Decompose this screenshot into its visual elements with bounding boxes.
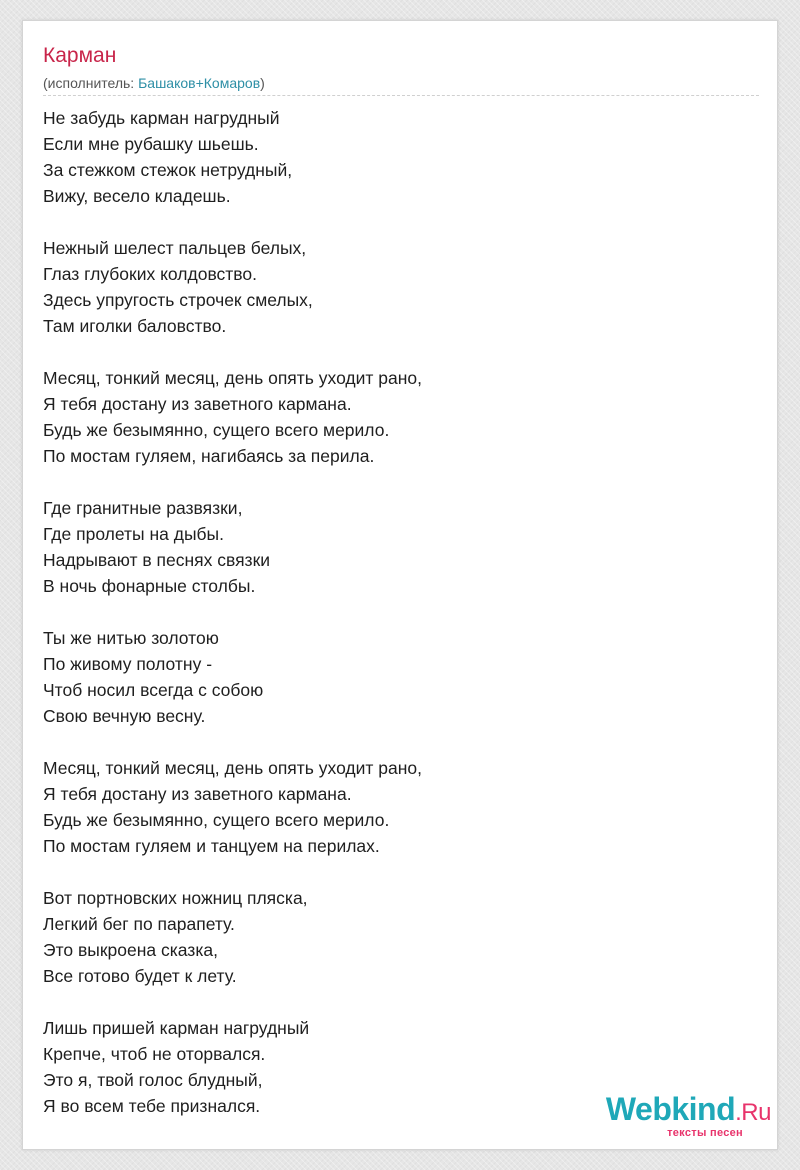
- lyric-line: Легкий бег по парапету.: [43, 914, 235, 934]
- header-divider: [43, 95, 759, 96]
- lyric-line: Там иголки баловство.: [43, 316, 227, 336]
- lyric-line: В ночь фонарные столбы.: [43, 576, 256, 596]
- artist-suffix: ): [260, 75, 265, 91]
- lyric-line: Вот портновских ножниц пляска,: [43, 888, 308, 908]
- lyric-line: За стежком стежок нетрудный,: [43, 160, 293, 180]
- lyric-line: Все готово будет к лету.: [43, 966, 237, 986]
- logo-wordmark: [579, 1091, 771, 1131]
- lyric-line: Чтоб носил всегда с собою: [43, 680, 264, 700]
- lyric-line: Здесь упругость строчек смелых,: [43, 290, 313, 310]
- lyric-line: Ты же нитью золотою: [43, 628, 219, 648]
- lyric-line: Я во всем тебе признался.: [43, 1096, 261, 1116]
- artist-line: [43, 74, 265, 92]
- lyrics-card: [22, 20, 778, 1150]
- lyric-line: Это я, твой голос блудный,: [43, 1070, 263, 1090]
- lyric-line: Вижу, весело кладешь.: [43, 186, 231, 206]
- lyrics-body: [43, 105, 743, 1145]
- lyric-line: Не забудь карман нагрудный: [43, 108, 280, 128]
- stanza-3: [43, 365, 743, 469]
- lyric-line: Это выкроена сказка,: [43, 940, 218, 960]
- artist-prefix: (исполнитель:: [43, 75, 139, 91]
- lyric-line: Лишь пришей карман нагрудный: [43, 1018, 310, 1038]
- lyric-line: Будь же безымянно, сущего всего мерило.: [43, 810, 390, 830]
- stanza-6: [43, 755, 743, 859]
- lyric-line: По мостам гуляем, нагибаясь за перила.: [43, 446, 375, 466]
- lyric-line: Месяц, тонкий месяц, день опять уходит рано,: [43, 758, 423, 778]
- lyric-line: Где гранитные развязки,: [43, 498, 243, 518]
- lyric-line: Я тебя достану из заветного кармана.: [43, 784, 352, 804]
- lyric-line: Надрывают в песнях связки: [43, 550, 270, 570]
- webkind-logo[interactable]: [579, 1091, 771, 1141]
- lyric-line: Нежный шелест пальцев белых,: [43, 238, 307, 258]
- song-title: Карман: [43, 44, 117, 67]
- stanza-7: [43, 885, 743, 989]
- lyric-line: Где пролеты на дыбы.: [43, 524, 224, 544]
- lyric-line: Месяц, тонкий месяц, день опять уходит рано,: [43, 368, 423, 388]
- lyric-line: По живому полотну -: [43, 654, 213, 674]
- stanza-5: [43, 625, 743, 729]
- lyric-line: Я тебя достану из заветного кармана.: [43, 394, 352, 414]
- lyric-line: По мостам гуляем и танцуем на перилах.: [43, 836, 380, 856]
- lyric-line: Будь же безымянно, сущего всего мерило.: [43, 420, 390, 440]
- lyric-line: Свою вечную весну.: [43, 706, 206, 726]
- artist-link[interactable]: Башаков+Комаров: [138, 75, 261, 91]
- stanza-4: [43, 495, 743, 599]
- logo-word: Webkind: [605, 1091, 736, 1127]
- lyric-line: Крепче, чтоб не оторвался.: [43, 1044, 266, 1064]
- stanza-1: [43, 105, 743, 209]
- logo-tld: .Ru: [735, 1099, 771, 1126]
- stanza-2: [43, 235, 743, 339]
- logo-tagline: тексты песен: [667, 1127, 743, 1139]
- lyric-line: Если мне рубашку шьешь.: [43, 134, 259, 154]
- lyric-line: Глаз глубоких колдовство.: [43, 264, 257, 284]
